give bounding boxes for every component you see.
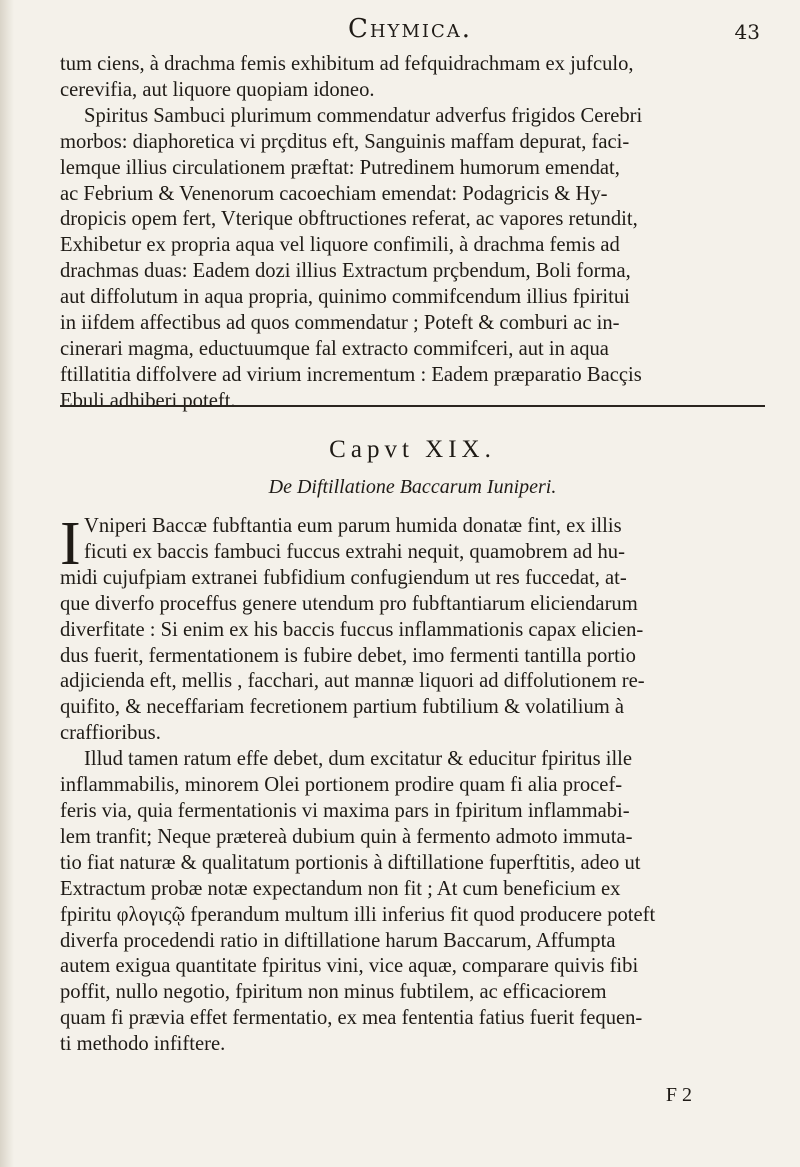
text-line: quifito, & neceffariam fecretionem partium fubtilium & volatilium à	[60, 696, 625, 719]
text-line: poffit, nullo negotio, fpiritum non minus fubtilem, ac efficaciorem	[60, 981, 607, 1004]
text-line: fpiritu φλογιςῷ fperandum multum illi inferius fit quod producere poteft	[60, 903, 656, 926]
text-line: cerevifia, aut liquore quopiam idoneo.	[60, 78, 375, 101]
text-line: autem exigua quantitate fpiritus vini, vice aquæ, comparare quivis fibi	[60, 955, 639, 978]
text-line: tum ciens, à drachma femis exhibitum ad fefquidrachmam ex jufculo,	[60, 53, 634, 75]
chapter-heading: Capvt XIX.	[329, 436, 496, 463]
text-line: cinerari magma, eductuumque fal extracto commifceri, aut in aqua	[60, 337, 609, 360]
page-number: 43	[734, 20, 760, 44]
text-line: Ebuli adhiberi poteft.	[60, 389, 236, 412]
text-line: diverfitate : Si enim ex his baccis fuccus inflammationis capax elicien-	[60, 618, 644, 641]
text-line: ac Febrium & Venenorum cacoechiam emendat: Podagricis & Hy-	[60, 182, 608, 205]
text-line: drachmas duas: Eadem dozi illius Extractum prçbendum, Boli forma,	[60, 260, 631, 283]
signature-mark: F 2	[665, 1084, 692, 1106]
text-line: ti methodo infiftere.	[60, 1033, 226, 1056]
text-line: quam fi prævia effet fermentatio, ex mea fententia fatius fuerit fequen-	[60, 1007, 643, 1030]
text-line: midi cujufpiam extranei fubfidium confugiendum ut res fuccedat, at-	[60, 566, 627, 589]
running-title: Chymica.	[347, 14, 473, 44]
text-line: aut diffolutum in aqua propria, quinimo commifcendum illius fpiritui	[60, 286, 630, 309]
text-line: diverfa procedendi ratio in diftillatione harum Baccarum, Affumpta	[60, 929, 616, 952]
text-line: inflammabilis, minorem Olei portionem prodire quam fi alia procef-	[60, 774, 623, 797]
text-line: craffioribus.	[60, 722, 161, 745]
text-line: feris via, quia fermentationis vi maxima pars in fpiritum inflammabi-	[60, 799, 630, 822]
text-line: ftillatitia diffolvere ad virium incrementum : Eadem præparatio Bacçis	[60, 363, 642, 386]
text-line: morbos: diaphoretica vi prçditus eft, Sanguinis maffam depurat, faci-	[60, 130, 630, 153]
text-line: in iifdem affectibus ad quos commendatur ; Poteft & comburi ac in-	[60, 312, 620, 335]
text-line: dus fuerit, fermentationem is fubire debet, imo fermenti tantilla portio	[60, 644, 636, 667]
chapter-text-block	[60, 510, 765, 1058]
text-line: que diverfo proceffus genere utendum pro fubftantiarum eliciendarum	[60, 592, 638, 615]
page-gutter-shadow	[0, 0, 14, 1167]
text-line: Vniperi Baccæ fubftantia eum parum humida donatæ fint, ex illis	[84, 515, 622, 537]
text-line: Illud tamen ratum effe debet, dum excitatur & educitur fpiritus ille	[84, 748, 633, 771]
text-line: dropicis opem fert, Vterique obftructiones referat, ac vapores retundit,	[60, 208, 638, 231]
text-line: Extractum probæ notæ expectandum non fit ; At cum beneficium ex	[60, 877, 621, 900]
text-line: adjicienda eft, mellis , facchari, aut mannæ liquori ad diffolutionem re-	[60, 670, 645, 693]
text-line: Exhibetur ex propria aqua vel liquore confimili, à drachma femis ad	[60, 234, 620, 257]
text-line: tio fiat naturæ & qualitatum portionis à diftillatione fuperftitis, adeo ut	[60, 851, 641, 874]
top-text-block	[60, 52, 765, 415]
section-divider	[60, 405, 765, 407]
chapter-subtitle: De Diftillatione Baccarum Iuniperi.	[268, 476, 557, 498]
text-line: ficuti ex baccis fambuci fuccus extrahi nequit, quamobrem ad hu-	[84, 540, 625, 563]
text-line: Spiritus Sambuci plurimum commendatur adverfus frigidos Cerebri	[84, 104, 643, 127]
text-line: lemque illius circulationem præftat: Putredinem humorum emendat,	[60, 156, 620, 179]
page-header	[60, 14, 760, 48]
text-line: lem tranfit; Neque prætereà dubium quin à fermento admoto immuta-	[60, 825, 633, 848]
drop-initial: I	[60, 510, 81, 578]
